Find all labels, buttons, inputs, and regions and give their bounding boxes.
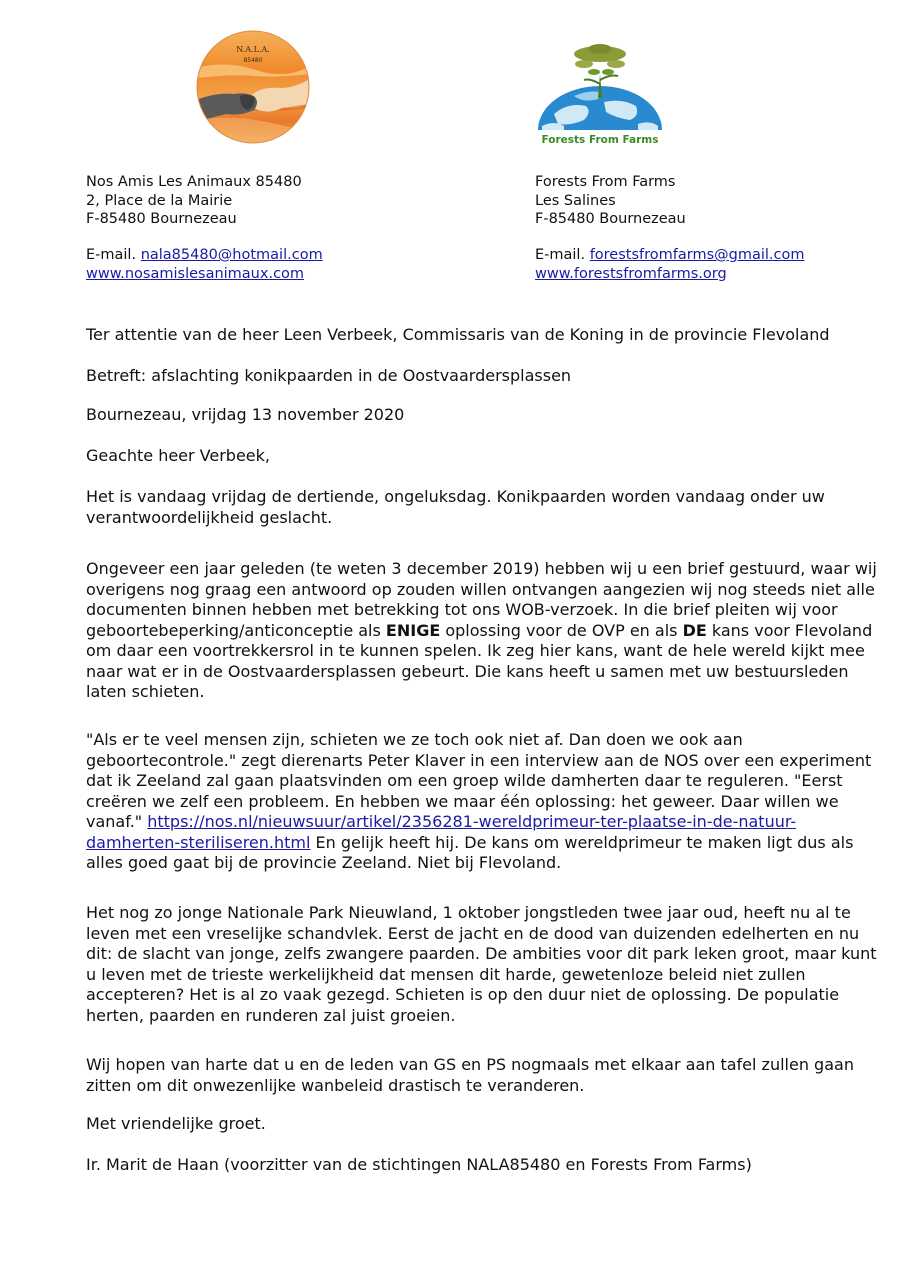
sender-left-city: F-85480 Bournezeau <box>86 211 237 227</box>
paragraph-line: dit: de slacht van jonge, zelfs zwangere paarden. De ambities voor dit park leken groot, maar kunt <box>86 944 877 963</box>
paragraph-line: overigens nog graag een antwoord op zouden willen ontvangen aangezien wij nog steeds niet alle <box>86 579 875 599</box>
sender-left-street: 2, Place de la Mairie <box>86 192 233 209</box>
sender-left-name: Nos Amis Les Animaux 85480 <box>86 174 302 190</box>
paragraph-line: verantwoordelijkheid geslacht. <box>86 507 333 527</box>
paragraph-line: laten schieten. <box>86 682 205 701</box>
paragraph-line: Ongeveer een jaar geleden (te weten 3 december 2019) hebben wij u een brief gestuurd, waar wij <box>86 559 877 578</box>
forests-from-farms-caption: Forests From Farms <box>541 134 659 146</box>
paragraph-line: herten, paarden en runderen zal juist groeien. <box>86 1005 456 1025</box>
paragraph-line: u leven met de trieste werkelijkheid dat mensen dit harde, gewetenloze beleid niet zullen <box>86 964 806 984</box>
paragraph-line: naar wat er in de Oostvaardersplassen gebeurt. Die kans heeft u samen met uw bestuursleden <box>86 661 849 681</box>
emphasis-de: DE <box>682 620 707 640</box>
sender-right-website-link[interactable]: www.forestsfromfarms.org <box>535 265 727 282</box>
paragraph-line: vanaf." https://nos.nl/nieuwsuur/artikel/2356281-wereldprimeur-ter-plaatse-in-de-natuur- <box>86 812 797 831</box>
forests-from-farms-logo <box>534 40 666 148</box>
sender-right-city: F-85480 Bournezeau <box>535 211 686 227</box>
sender-right-street: Les Salines <box>535 192 616 209</box>
paragraph-line: accepteren? Het is al zo vaak gezegd. Schieten is op den duur niet de oplossing. De populatie <box>86 985 840 1004</box>
paragraph-line: zitten om dit onwezenlijke wanbeleid drastisch te veranderen. <box>86 1075 585 1095</box>
nala-logo <box>196 30 310 144</box>
sender-left-address <box>86 173 302 229</box>
nala-logo-title: N.A.L.A. <box>236 45 270 54</box>
sender-left-website-link[interactable]: www.nosamislesanimaux.com <box>86 265 305 282</box>
sender-right-email-link[interactable]: forestsfromfarms@gmail.com <box>589 247 805 263</box>
paragraph-3 <box>86 730 872 874</box>
paragraph-line: om daar een voortrekkersrol in te kunnen spelen. Ik zeg hier kans, want de hele wereld kijkt mee <box>86 641 865 660</box>
sender-left-email-prefix: E-mail. <box>86 247 137 263</box>
nala-logo-number: 85480 <box>243 57 263 64</box>
sender-left-email-line <box>86 246 323 265</box>
paragraph-line: alles goed gaat bij de provincie Zeeland. Niet bij Flevoland. <box>86 853 562 872</box>
closing: Met vriendelijke groet. <box>86 1114 266 1133</box>
paragraph-line: Het nog zo jonge Nationale Park Nieuwland, 1 oktober jongstleden twee jaar oud, heeft nu al te <box>86 903 851 922</box>
paragraph-line: damherten-steriliseren.html En gelijk heeft hij. De kans om wereldprimeur te maken ligt dus als <box>86 832 854 852</box>
sender-left-email-link[interactable]: nala85480@hotmail.com <box>140 247 323 263</box>
sender-right-email-prefix: E-mail. <box>535 247 586 263</box>
sender-left-contact <box>86 246 323 283</box>
paragraph-5 <box>86 1055 854 1096</box>
paragraph-line: Het is vandaag vrijdag de dertiende, ongeluksdag. Konikpaarden worden vandaag onder uw <box>86 487 825 506</box>
paragraph-2 <box>86 559 877 703</box>
sender-right-email-line <box>535 246 805 265</box>
sender-right-address <box>535 173 686 229</box>
sender-right-name: Forests From Farms <box>535 174 676 190</box>
paragraph-line: leven met een vreselijke schandvlek. Eerst de jacht en de dood van duizenden edelherten en nu <box>86 923 860 943</box>
paragraph-4 <box>86 903 877 1026</box>
signature: Ir. Marit de Haan (voorzitter van de stichtingen NALA85480 en Forests From Farms) <box>86 1155 752 1174</box>
paragraph-line: creëren we zelf een probleem. En hebben we maar één oplossing: het geweer. Daar willen we <box>86 791 839 811</box>
attention-line: Ter attentie van de heer Leen Verbeek, Commissaris van de Koning in de provincie Flevoland <box>86 325 830 344</box>
nos-article-link[interactable]: https://nos.nl/nieuwsuur/artikel/2356281-wereldprimeur-ter-plaatse-in-de-natuur- <box>147 812 797 831</box>
paragraph-line: geboortecontrole." zegt dierenarts Peter Klaver in een interview aan de NOS over een experiment <box>86 750 872 770</box>
salutation: Geachte heer Verbeek, <box>86 446 270 465</box>
paragraph-line: Wij hopen van harte dat u en de leden van GS en PS nogmaals met elkaar aan tafel zullen gaan <box>86 1055 854 1074</box>
paragraph-line: dat ik Zeeland zal gaan plaatsvinden om een groep wilde damherten daar te reguleren. "Eerst <box>86 771 843 790</box>
sender-right-contact <box>535 246 805 283</box>
date-line: Bournezeau, vrijdag 13 november 2020 <box>86 405 405 424</box>
paragraph-1 <box>86 487 826 528</box>
nos-article-link-continued[interactable]: damherten-steriliseren.html <box>86 832 311 852</box>
emphasis-enige: ENIGE <box>385 620 441 640</box>
paragraph-line: geboortebeperking/anticonceptie als ENIGE oplossing voor de OVP en als DE kans voor Flevoland <box>86 620 873 640</box>
subject-line: Betreft: afslachting konikpaarden in de Oostvaardersplassen <box>86 366 572 385</box>
paragraph-line: documenten binnen hebben met betrekking tot ons WOB-verzoek. In die brief pleiten wij voor <box>86 600 838 619</box>
paragraph-line: "Als er te veel mensen zijn, schieten we ze toch ook niet af. Dan doen we ook aan <box>86 730 743 749</box>
